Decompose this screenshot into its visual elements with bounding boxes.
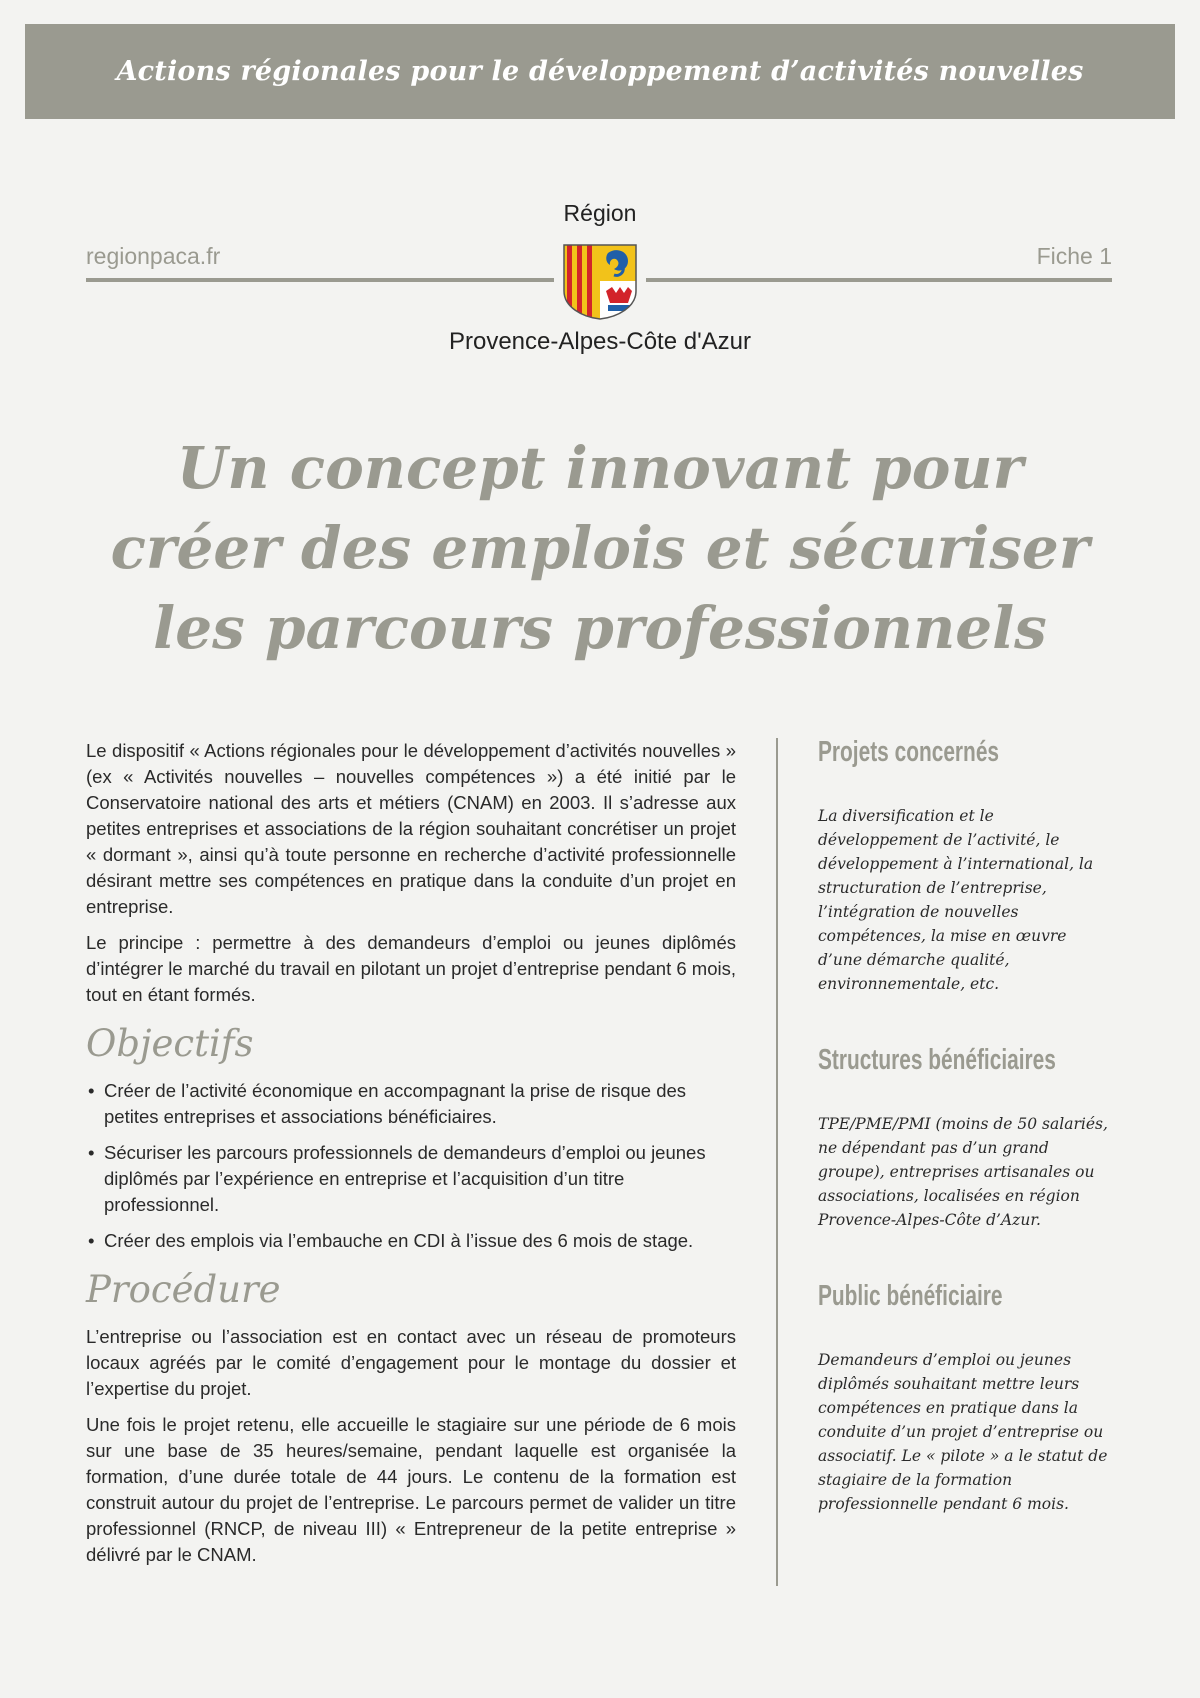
title-line: créer des emplois et sécuriser <box>110 514 1090 582</box>
objectifs-list <box>86 1078 736 1254</box>
sidebar-text-public: Demandeurs d’emploi ou jeunes diplômés souhaitant mettre leurs compétences en pratique dans la conduite d’un projet d’entreprise ou associatif. Le « pilote » a le statut de stagiaire de la formation professionnelle pendant 6 mois. <box>818 1351 1108 1513</box>
column-divider <box>776 738 778 1586</box>
procedure-paragraph: L’entreprise ou l’association est en contact avec un réseau de promoteurs locaux agréés par le comité d’engagement pour le montage du dossier et l’expertise du projet. <box>86 1326 736 1399</box>
intro-paragraph: Le dispositif « Actions régionales pour le développement d’activités nouvelles » (ex « Activités nouvelles – nouvelles compétences ») a été initié par le Conservatoire national des arts et métiers (CNAM) en 2003. Il s’adresse aux petites entreprises et associations de la région souhaitant concrétiser un projet « dormant », ainsi qu’à toute personne en recherche d’activité professionnelle désirant mettre ses compétences en pratique dans la conduite d’un projet en entreprise. <box>86 740 736 917</box>
sidebar-heading-structures: Structures bénéficiaires <box>818 1044 1056 1076</box>
procedure-paragraph: Une fois le projet retenu, elle accueille le stagiaire sur une période de 6 mois sur une base de 35 heures/semaine, pendant laquelle est organisée la formation, d’une durée totale de 44 jours. Le contenu de la formation est construit autour du projet de l’entreprise. Le parcours permet de valider un titre professionnel (RNCP, de niveau III) « Entrepreneur de la petite entreprise » délivré par le CNAM. <box>86 1414 736 1565</box>
region-crest-icon <box>562 243 638 320</box>
website-label: regionpaca.fr <box>86 243 221 269</box>
sidebar-text-projets: La diversification et le développement de l’activité, le développement à l’international, la structuration de l’entreprise, l’intégration de nouvelles compétences, la mise en œuvre d’une démarche qualité, environnementale, etc. <box>818 807 1094 993</box>
logo-region-name: Provence-Alpes-Côte d'Azur <box>448 328 752 355</box>
sidebar-heading-projets: Projets concernés <box>818 736 1000 768</box>
procedure-heading: Procédure <box>86 1268 281 1311</box>
list-item: • Créer de l’activité économique en accompagnant la prise de risque des petites entreprises et associations bénéficiaires. <box>86 1078 736 1130</box>
sidebar-heading-public: Public bénéficiaire <box>818 1280 1003 1312</box>
list-item: • Créer des emplois via l’embauche en CDI à l’issue des 6 mois de stage. <box>86 1228 736 1254</box>
header-banner <box>25 24 1175 119</box>
principle-paragraph: Le principe : permettre à des demandeurs d’emploi ou jeunes diplômés d’intégrer le marché du travail en pilotant un projet d’entreprise pendant 6 mois, tout en étant formés. <box>86 932 736 1005</box>
sidebar <box>818 732 1110 1560</box>
header-rule-right <box>646 278 1112 282</box>
list-item: • Sécuriser les parcours professionnels de demandeurs d’emploi ou jeunes diplômés par l’expérience en entreprise et l’acquisition d’un titre professionnel. <box>86 1140 736 1218</box>
title-line: Un concept innovant pour <box>176 434 1024 502</box>
main-column <box>86 738 736 1578</box>
header-rule-left <box>86 278 554 282</box>
title-line: les parcours professionnels <box>153 594 1047 662</box>
sidebar-text-structures: TPE/PME/PMI (moins de 50 salariés, ne dépendant pas d’un grand groupe), entreprises artisanales ou associations, localisées en région Provence-Alpes-Côte d’Azur. <box>818 1115 1108 1229</box>
sheet-number: Fiche 1 <box>1036 243 1112 269</box>
objectifs-heading: Objectifs <box>86 1022 254 1065</box>
banner-title: Actions régionales pour le développement d’activités nouvelles <box>116 56 1084 87</box>
logo-region-label: Région <box>563 200 637 226</box>
page-title <box>0 428 1200 668</box>
